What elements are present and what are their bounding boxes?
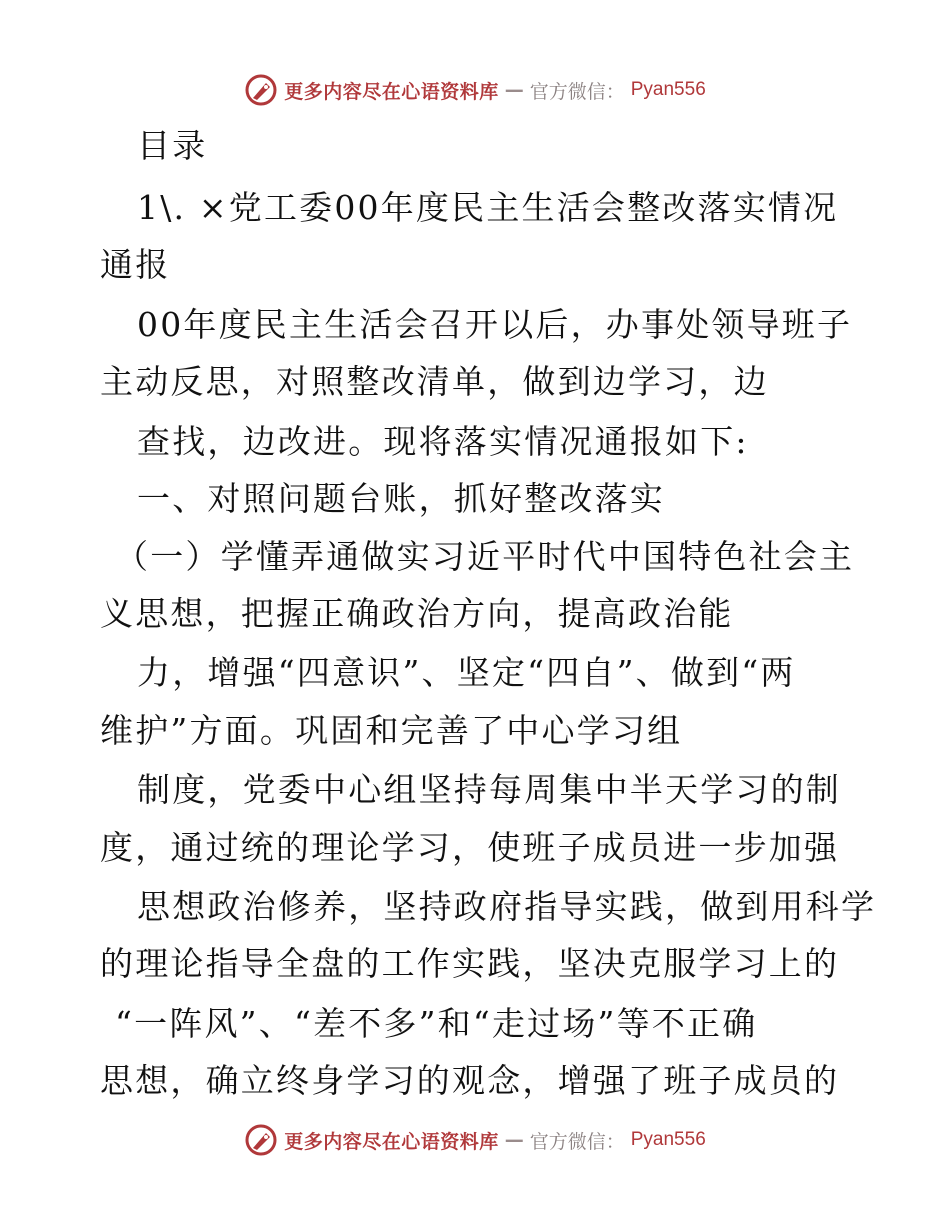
watermark-banner: [244, 73, 706, 107]
header-watermark: [0, 70, 950, 110]
watermark-official-label: 官方微信：: [529, 1130, 625, 1153]
watermark-brand-text: 更多内容尽在心语资料库: [284, 80, 499, 103]
paragraph-line: 的理论指导全盘的工作实践，坚决克服学习上的: [100, 944, 840, 983]
paragraph-line: 力，增强“四意识”、坚定“四自”、做到“两: [137, 653, 796, 692]
section-heading: 一、对照问题台账，抓好整改落实: [137, 479, 665, 518]
document-title-line-2: 通报: [100, 245, 171, 284]
watermark-account: Pyan556: [630, 79, 706, 100]
footer-watermark: [0, 1120, 950, 1160]
document-title-line-1: 1\. ×党工委00年度民主生活会整改落实情况: [137, 188, 839, 227]
paragraph-line: 维护”方面。巩固和完善了中心学习组: [100, 711, 683, 750]
watermark-separator: —: [504, 79, 524, 101]
pen-nib-logo-icon: [244, 1123, 278, 1157]
watermark-banner: [244, 1123, 706, 1157]
paragraph-line: 00年度民主生活会召开以后，办事处领导班子: [137, 305, 853, 344]
paragraph-line: “一阵风”、“差不多”和“走过场”等不正确: [115, 1004, 758, 1043]
watermark-official-label: 官方微信：: [529, 80, 625, 103]
paragraph-line: 查找，边改进。现将落实情况通报如下:: [137, 422, 749, 461]
pen-nib-logo-icon: [244, 73, 278, 107]
paragraph-line: 义思想，把握正确政治方向，提高政治能: [100, 594, 734, 633]
paragraph-line: 主动反思，对照整改清单，做到边学习，边: [100, 362, 769, 401]
watermark-separator: —: [504, 1129, 524, 1151]
toc-title: 目录: [137, 126, 208, 165]
paragraph-line: 度，通过统的理论学习，使班子成员进一步加强: [100, 828, 840, 867]
paragraph-line: 思想政治修养，坚持政府指导实践，做到用科学: [137, 887, 877, 926]
paragraph-line: 制度，党委中心组坚持每周集中半天学习的制: [137, 770, 841, 809]
paragraph-line: 思想，确立终身学习的观念，增强了班子成员的: [100, 1061, 840, 1100]
subsection-heading: （一）学懂弄通做实习近平时代中国特色社会主: [115, 537, 855, 576]
watermark-brand-text: 更多内容尽在心语资料库: [284, 1130, 499, 1153]
watermark-account: Pyan556: [630, 1129, 706, 1150]
